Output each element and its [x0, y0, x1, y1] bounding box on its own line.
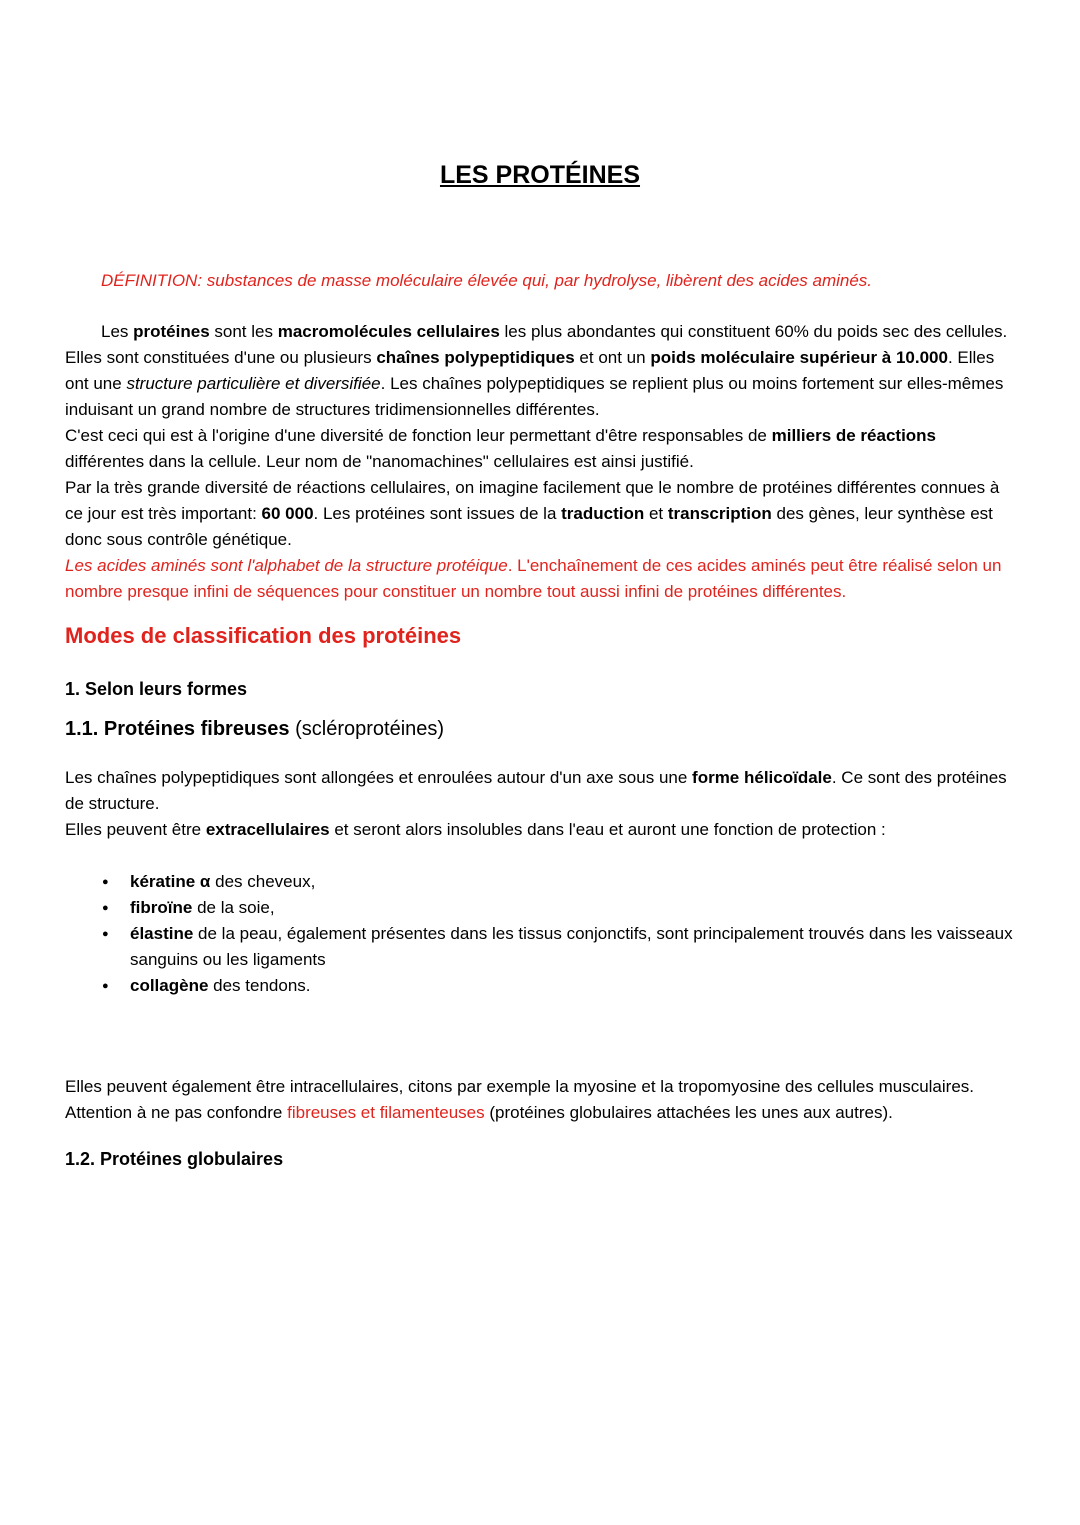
paragraph-definition: DÉFINITION: substances de masse moléculaire élevée qui, par hydrolyse, libèrent des acides aminés. [101, 271, 873, 290]
list-item-keratine: ● kératine α des cheveux, [65, 869, 1015, 895]
paragraph-function: C'est ceci qui est à l'origine d'une diversité de fonction leur permettant d'être responsables de milliers de réactions différentes dans la cellule. Leur nom de "nanomachines" cellulaires est ainsi justifié. [65, 426, 937, 471]
paragraph-diversity: Par la très grande diversité de réactions cellulaires, on imagine facilement que le nombre de protéines différentes connues à ce jour est très important: 60 000. Les protéines sont issues de la traduction et transcription des gènes, leur synthèse est donc sous contrôle génétique. [65, 478, 1000, 549]
page-title: LES PROTÉINES [439, 161, 641, 189]
paragraph-extracellular: Elles peuvent être extracellulaires et seront alors insolubles dans l'eau et auront une fonction de protection : [65, 820, 886, 839]
paragraph-structure: Elles sont constituées d'une ou plusieurs chaînes polypeptidiques et ont un poids moléculaire supérieur à 10.000. Elles ont une structure particulière et diversifiée. Les chaînes polypeptidiques se replient plus ou moins fortement sur elles-mêmes induisant un grand nombre de structures tridimensionnelles différentes. [65, 348, 1004, 419]
list-item-fibroine: ● fibroïne de la soie, [65, 895, 1015, 921]
list-item-elastine: ● élastine de la peau, également présentes dans les tissus conjonctifs, sont principalement trouvés dans les vaisseaux sanguins ou les ligaments [65, 921, 1015, 973]
paragraph-intro: Les protéines sont les macromolécules cellulaires les plus abondantes qui constituent 60% du poids sec des cellules. [101, 322, 1008, 341]
heading-globular-proteins: 1.2. Protéines globulaires [65, 1149, 284, 1169]
heading-classification-modes: Modes de classification des protéines [65, 623, 462, 648]
fibrous-protein-examples-list [65, 869, 1015, 999]
heading-by-shape: 1. Selon leurs formes [65, 679, 248, 699]
list-item-collagene: ● collagène des tendons. [65, 973, 1015, 999]
paragraph-fibrous-description: Les chaînes polypeptidiques sont allongées et enroulées autour d'un axe sous une forme hélicoïdale. Ce sont des protéines de structure. [65, 768, 1007, 813]
paragraph-amino-alphabet: Les acides aminés sont l'alphabet de la structure protéique. L'enchaînement de ces acides aminés peut être réalisé selon un nombre presque infini de séquences pour constituer un nombre tout aussi infini de protéines différentes. [65, 556, 1002, 601]
heading-fibrous-proteins: 1.1. Protéines fibreuses (scléroprotéines) [65, 718, 445, 740]
paragraph-intracellular: Elles peuvent également être intracellulaires, citons par exemple la myosine et la tropomyosine des cellules musculaires. [65, 1077, 975, 1096]
paragraph-fibrous-filamentous-warning: Attention à ne pas confondre fibreuses et filamenteuses (protéines globulaires attachées les unes aux autres). [65, 1103, 893, 1122]
